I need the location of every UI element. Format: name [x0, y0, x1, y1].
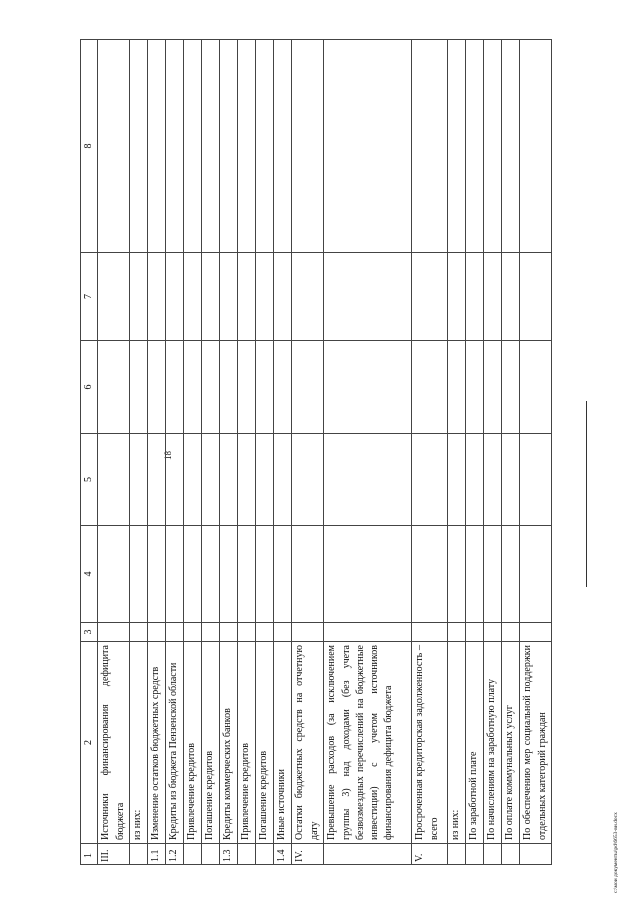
table-cell: [484, 526, 502, 623]
table-cell: [412, 526, 448, 623]
table-row: [292, 40, 324, 865]
table-cell: [166, 434, 184, 526]
table-cell: [292, 434, 324, 526]
row-number: [238, 844, 256, 865]
table-cell: [184, 341, 202, 434]
table-row: [202, 40, 220, 865]
table-cell: [148, 253, 166, 341]
table-cell: [448, 434, 466, 526]
row-number: 1.4: [274, 844, 292, 865]
row-label: Превышение расходов (за исключением группы 3) над доходами (без учета безвозмездных перечислений на бюджетные инвестиции) с учетом источников финансирования дефицита бюджета: [324, 642, 412, 844]
row-number: [502, 844, 520, 865]
table-cell: [412, 434, 448, 526]
table-row: [130, 40, 148, 865]
table-cell: [238, 623, 256, 642]
table-row: [448, 40, 466, 865]
table-cell: [220, 341, 238, 434]
table-row: [238, 40, 256, 865]
table-cell: [220, 40, 238, 253]
footer-file-path: c:\мои документы\pd\6653-вн.docx: [613, 812, 619, 893]
row-number: 1.2: [166, 844, 184, 865]
table-cell: [148, 526, 166, 623]
table-cell: [292, 341, 324, 434]
table-cell: [202, 526, 220, 623]
table-cell: [274, 434, 292, 526]
table-cell: [292, 253, 324, 341]
row-label: Источники финансирования дефицита бюджета: [98, 642, 130, 844]
table-cell: [448, 40, 466, 253]
column-header: 5: [81, 434, 98, 526]
table-cell: [520, 341, 552, 434]
column-header: 1: [81, 844, 98, 865]
table-cell: [274, 253, 292, 341]
table-cell: [220, 623, 238, 642]
table-cell: [520, 526, 552, 623]
table-cell: [256, 623, 274, 642]
table-cell: [184, 434, 202, 526]
table-cell: [292, 526, 324, 623]
table-row: [324, 40, 412, 865]
row-label: из них:: [130, 642, 148, 844]
table-cell: [184, 40, 202, 253]
table-cell: [466, 623, 484, 642]
table-cell: [466, 341, 484, 434]
row-label: Остатки бюджетных средств на отчетную дату: [292, 642, 324, 844]
table-cell: [466, 526, 484, 623]
table-row: [148, 40, 166, 865]
column-header: 6: [81, 341, 98, 434]
table-cell: [238, 526, 256, 623]
table-cell: [130, 526, 148, 623]
table-cell: [324, 434, 412, 526]
table-cell: [484, 40, 502, 253]
table-cell: [520, 253, 552, 341]
table-cell: [98, 526, 130, 623]
row-number: [324, 844, 412, 865]
table-cell: [98, 253, 130, 341]
table-cell: [448, 341, 466, 434]
table-cell: [502, 434, 520, 526]
table-row: [256, 40, 274, 865]
table-row: [520, 40, 552, 865]
table-cell: [220, 434, 238, 526]
table-cell: [238, 40, 256, 253]
row-number: 1.3: [220, 844, 238, 865]
table-cell: [274, 40, 292, 253]
column-header: 2: [81, 642, 98, 844]
table-row: [466, 40, 484, 865]
table-row: [166, 40, 184, 865]
table-cell: [324, 253, 412, 341]
row-label: Кредиты из бюджета Пензенской области: [166, 642, 184, 844]
table-row: [484, 40, 502, 865]
table-cell: [220, 253, 238, 341]
table-cell: [466, 40, 484, 253]
table-cell: [466, 253, 484, 341]
row-number: [130, 844, 148, 865]
table-cell: [520, 623, 552, 642]
column-header: 7: [81, 253, 98, 341]
table-cell: [166, 623, 184, 642]
table-cell: [484, 434, 502, 526]
table-cell: [130, 434, 148, 526]
table-cell: [484, 341, 502, 434]
row-number: [448, 844, 466, 865]
table-cell: [98, 434, 130, 526]
table-cell: [466, 434, 484, 526]
table-cell: [502, 526, 520, 623]
table-cell: [148, 434, 166, 526]
table-cell: [166, 341, 184, 434]
table-cell: [274, 341, 292, 434]
table-cell: [448, 526, 466, 623]
row-number: [184, 844, 202, 865]
row-label: По заработной плате: [466, 642, 484, 844]
table-cell: [324, 341, 412, 434]
table-row: [184, 40, 202, 865]
row-label: Кредиты коммерческих банков: [220, 642, 238, 844]
table-cell: [274, 623, 292, 642]
budget-report-table: [80, 39, 552, 865]
table-cell: [448, 253, 466, 341]
row-label: Иные источники: [274, 642, 292, 844]
row-number: III.: [98, 844, 130, 865]
table-cell: [98, 341, 130, 434]
table-cell: [148, 623, 166, 642]
table-cell: [130, 40, 148, 253]
row-label: Привлечение кредитов: [184, 642, 202, 844]
table-cell: [256, 341, 274, 434]
table-cell: [238, 253, 256, 341]
table-cell: [166, 526, 184, 623]
row-label: Просроченная кредиторская задолженность – всего: [412, 642, 448, 844]
table-cell: [412, 40, 448, 253]
table-cell: [256, 526, 274, 623]
row-label: По оплате коммунальных услуг: [502, 642, 520, 844]
table-cell: [202, 623, 220, 642]
table-cell: [502, 623, 520, 642]
table-cell: [448, 623, 466, 642]
column-header: 8: [81, 40, 98, 253]
row-label: По обеспечению мер социальной поддержки отдельных категорий граждан: [520, 642, 552, 844]
row-number: V.: [412, 844, 448, 865]
table-cell: [184, 623, 202, 642]
table-row: [98, 40, 130, 865]
table-row: [502, 40, 520, 865]
table-cell: [148, 341, 166, 434]
table-cell: [274, 526, 292, 623]
table-cell: [166, 253, 184, 341]
row-number: [466, 844, 484, 865]
table-cell: [202, 434, 220, 526]
table-cell: [148, 40, 166, 253]
table-cell: [256, 434, 274, 526]
table-cell: [292, 623, 324, 642]
table-cell: [412, 623, 448, 642]
table-cell: [130, 253, 148, 341]
table-cell: [520, 40, 552, 253]
table-cell: [98, 623, 130, 642]
table-cell: [166, 40, 184, 253]
table-cell: [202, 341, 220, 434]
row-number: [520, 844, 552, 865]
row-label: из них:: [448, 642, 466, 844]
table-cell: [256, 253, 274, 341]
row-label: По начислениям на заработную плату: [484, 642, 502, 844]
table-cell: [98, 40, 130, 253]
column-header: 4: [81, 526, 98, 623]
table-row: [412, 40, 448, 865]
row-number: [484, 844, 502, 865]
table-cell: [220, 526, 238, 623]
table-cell: [184, 253, 202, 341]
table-cell: [324, 526, 412, 623]
page-number: 18: [163, 451, 173, 460]
table-cell: [412, 253, 448, 341]
table-cell: [502, 40, 520, 253]
table-cell: [324, 40, 412, 253]
table-row: [220, 40, 238, 865]
table-cell: [130, 623, 148, 642]
table-cell: [202, 40, 220, 253]
table-cell: [202, 253, 220, 341]
table-cell: [130, 341, 148, 434]
table-cell: [502, 341, 520, 434]
row-number: 1.1: [148, 844, 166, 865]
row-label: Привлечение кредитов: [238, 642, 256, 844]
row-number: IV.: [292, 844, 324, 865]
table-cell: [184, 526, 202, 623]
table-cell: [324, 623, 412, 642]
footnote-rule: [586, 401, 587, 587]
row-number: [256, 844, 274, 865]
table-cell: [256, 40, 274, 253]
table-cell: [412, 341, 448, 434]
row-label: Погашение кредитов: [256, 642, 274, 844]
table-row: [274, 40, 292, 865]
table-cell: [292, 40, 324, 253]
row-label: Погашение кредитов: [202, 642, 220, 844]
row-label: Изменение остатков бюджетных средств: [148, 642, 166, 844]
table-cell: [238, 341, 256, 434]
table-cell: [502, 253, 520, 341]
column-header: 3: [81, 623, 98, 642]
table-cell: [484, 253, 502, 341]
table-cell: [520, 434, 552, 526]
table-cell: [484, 623, 502, 642]
table-cell: [238, 434, 256, 526]
header-row: [81, 40, 98, 865]
row-number: [202, 844, 220, 865]
